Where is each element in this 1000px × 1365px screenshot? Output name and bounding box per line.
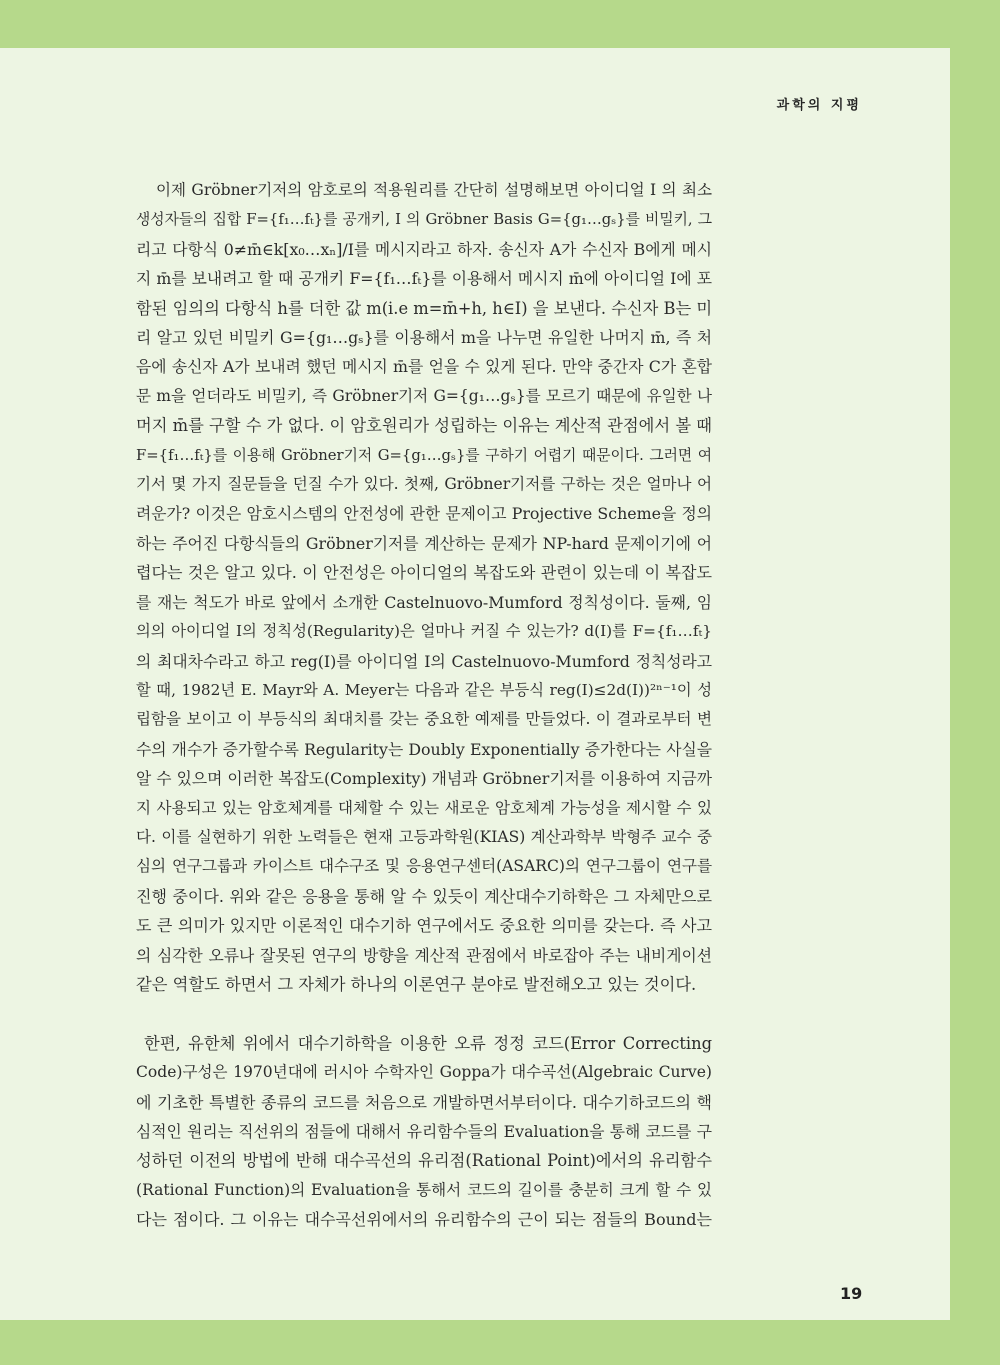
text-line: 함된 임의의 다항식 h를 더한 값 m(i.e m=m̄+h, h∈I) 을 보낸다. 수신자 B는 미 [136,298,712,318]
text-line: Code)구성은 1970년대에 러시아 수학자인 Goppa가 대수곡선(Algebraic Curve) [136,1063,712,1082]
text-line: 의 심각한 오류나 잘못된 연구의 방향을 계산적 관점에서 바로잡아 주는 내비게이션 [136,945,712,965]
text-line: 기서 몇 가지 질문들을 던질 수가 있다. 첫째, Gröbner기저를 구하는 것은 얼마나 어 [136,475,712,494]
text-line: 이제 Gröbner기저의 암호로의 적용원리를 간단히 설명해보면 아이디얼 I 의 최소 [156,181,712,199]
text-line: 지 사용되고 있는 암호체계를 대체할 수 있는 새로운 암호체계 가능성을 제시할 수 있 [136,798,712,817]
text-line: 심의 연구그룹과 카이스트 대수구조 및 응용연구센터(ASARC)의 연구그룹이 연구를 [136,857,712,876]
text-line: 립함을 보이고 이 부등식의 최대치를 갖는 중요한 예제를 만들었다. 이 결과로부터 변 [136,710,712,729]
text-line: 다. 이를 실현하기 위한 노력들은 현재 고등과학원(KIAS) 계산과학부 박형주 교수 중 [136,827,712,846]
text-line: 알 수 있으며 이러한 복잡도(Complexity) 개념과 Gröbner기저를 이용하여 지금까 [136,769,712,789]
text-line: 심적인 원리는 직선위의 점들에 대해서 유리함수들의 Evaluation을 통해 코드를 구 [136,1121,712,1141]
paragraph-2 [136,1029,712,1235]
text-line: 진행 중이다. 위와 같은 응용을 통해 알 수 있듯이 계산대수기하학은 그 자체만으로 [136,886,712,906]
text-line: 할 때, 1982년 E. Mayr와 A. Meyer는 다음과 같은 부등식 reg(I)≤2d(I))²ⁿ⁻¹이 성 [136,680,712,699]
text-line: 성하던 이전의 방법에 반해 대수곡선의 유리점(Rational Point)에서의 유리함수 [136,1151,712,1171]
text-line: 리 알고 있던 비밀키 G={g₁…gₛ}를 이용해서 m을 나누면 유일한 나머지 m̄, 즉 처 [136,328,712,348]
paragraph-1 [136,176,712,999]
text-line: 지 m̄를 보내려고 할 때 공개키 F={f₁…fₜ}를 이용해서 메시지 m̄에 아이디얼 I에 포 [136,269,712,289]
page [0,48,950,1320]
text-line: 머지 m̄를 구할 수 가 없다. 이 암호원리가 성립하는 이유는 계산적 관점에서 볼 때 [136,416,712,436]
text-line: 생성자들의 집합 F={f₁…fₜ}를 공개키, I 의 Gröbner Basis G={g₁…gₛ}를 비밀키, 그 [136,211,712,229]
text-line: 렵다는 것은 알고 있다. 이 안전성은 아이디얼의 복잡도와 관련이 있는데 이 복잡도 [136,563,712,583]
text-line: 문 m을 얻더라도 비밀키, 즉 Gröbner기저 G={g₁…gₛ}를 모르기 때문에 유일한 나 [136,386,712,405]
text-line: F={f₁…fₜ}를 이용해 Gröbner기저 G={g₁…gₛ}를 구하기 어렵기 때문이다. 그러면 여 [136,446,712,464]
text-line: 리고 다항식 0≠m̄∈k[x₀…xₙ]/I를 메시지라고 하자. 송신자 A가 수신자 B에게 메시 [136,239,712,259]
text-line: 음에 송신자 A가 보내려 했던 메시지 m̄를 얻을 수 있게 된다. 만약 중간자 C가 혼합 [136,357,712,377]
body-text [136,176,712,1235]
text-line: 한편, 유한체 위에서 대수기하학을 이용한 오류 정정 코드(Error Correcting [144,1033,712,1053]
text-line: 도 큰 의미가 있지만 이론적인 대수기하 연구에서도 중요한 의미를 갖는다. 즉 사고 [136,916,712,936]
text-line: 수의 개수가 증가할수록 Regularity는 Doubly Exponentially 증가한다는 사실을 [136,739,712,759]
text-line: 의의 아이디얼 I의 정칙성(Regularity)은 얼마나 커질 수 있는가? d(I)를 F={f₁…fₜ} [136,622,712,641]
page-number: 19 [840,1284,863,1303]
text-line: 에 기초한 특별한 종류의 코드를 처음으로 개발하면서부터이다. 대수기하코드의 핵 [136,1092,712,1112]
text-line: 를 재는 척도가 바로 앞에서 소개한 Castelnuovo-Mumford 정칙성이다. 둘째, 임 [136,592,712,612]
running-header: 과학의 지평 [776,98,862,113]
text-line: 다는 점이다. 그 이유는 대수곡선위에서의 유리함수의 근이 되는 점들의 Bound는 [136,1210,712,1230]
text-line: 려운가? 이것은 암호시스템의 안전성에 관한 문제이고 Projective Scheme을 정의 [136,504,712,524]
paragraph-spacer [136,999,712,1028]
text-line: 하는 주어진 다항식들의 Gröbner기저를 계산하는 문제가 NP-hard 문제이기에 어 [136,533,712,553]
text-line: 의 최대차수라고 하고 reg(I)를 아이디얼 I의 Castelnuovo-Mumford 정칙성라고 [136,651,712,671]
text-line: 같은 역할도 하면서 그 자체가 하나의 이론연구 분야로 발전해오고 있는 것이다. [136,974,697,994]
text-line: (Rational Function)의 Evaluation을 통해서 코드의 길이를 충분히 크게 할 수 있 [136,1180,712,1199]
